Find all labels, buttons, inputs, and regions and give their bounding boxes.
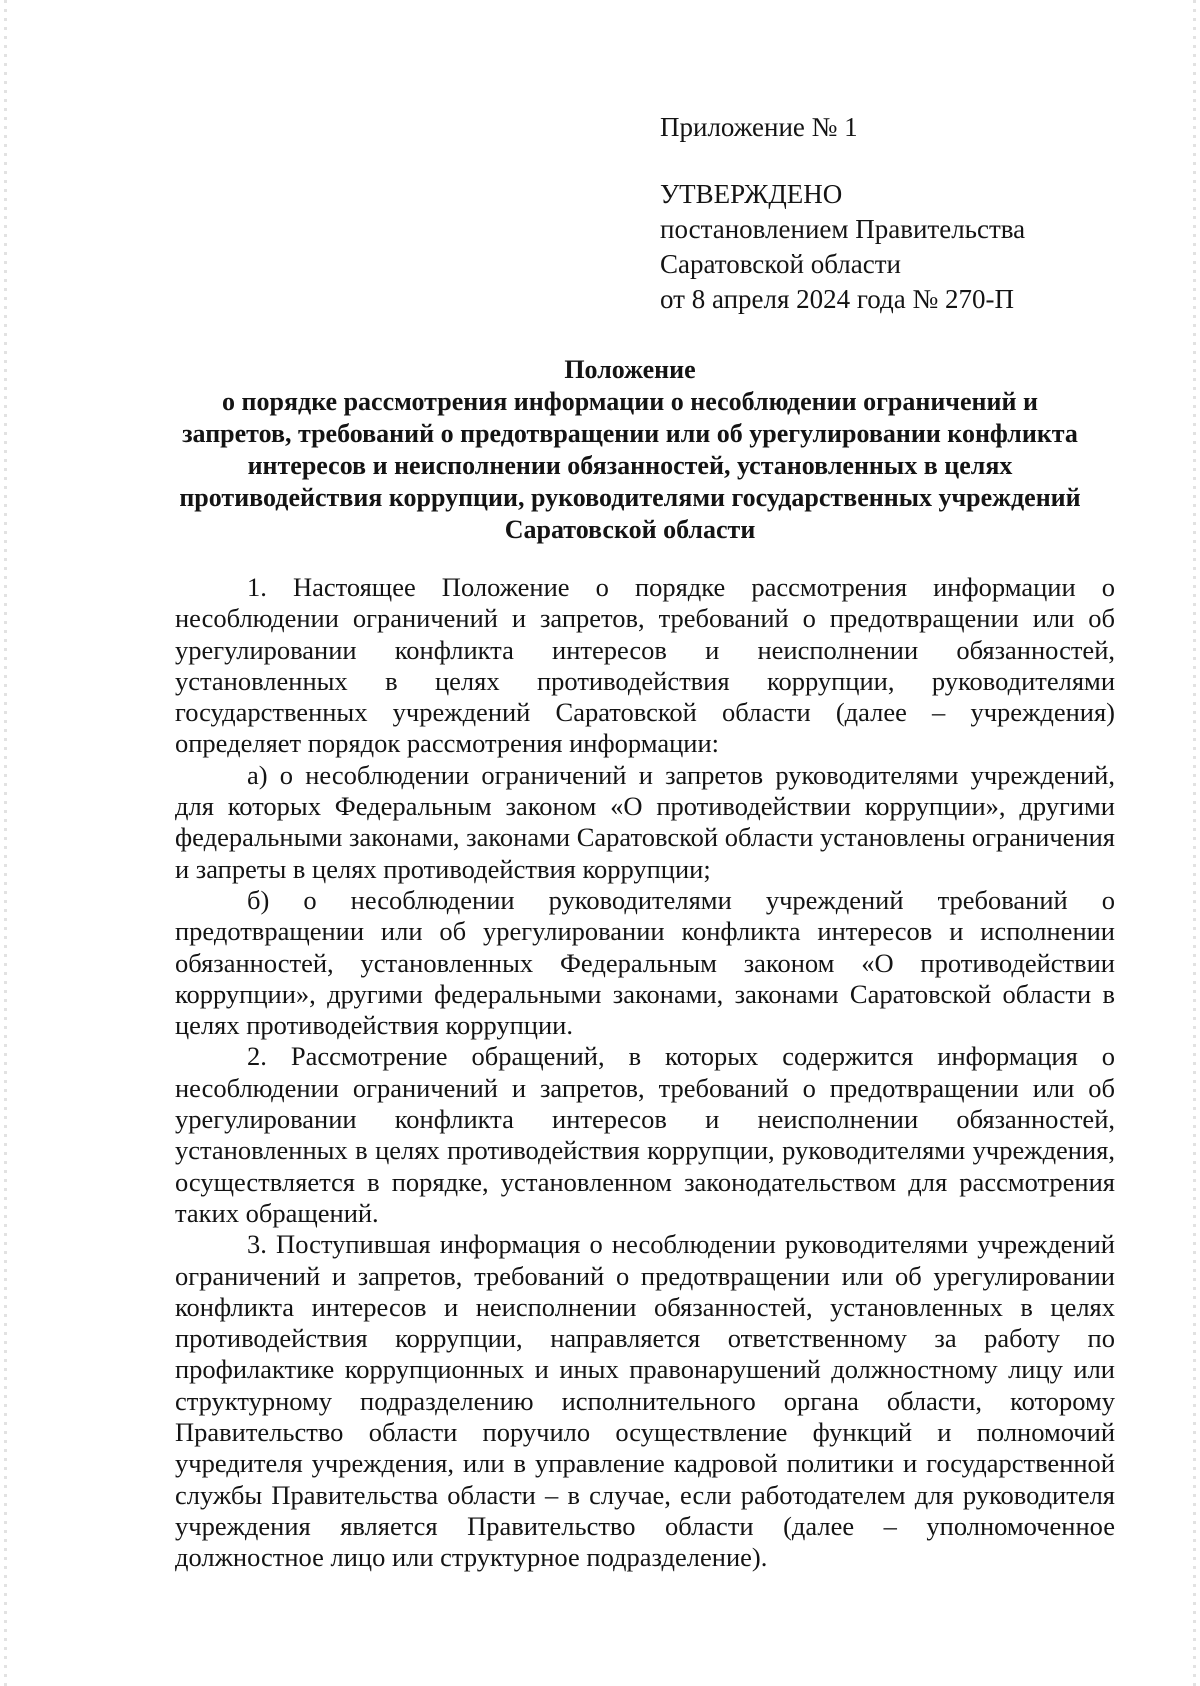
approval-stamp-block <box>660 110 1025 317</box>
paragraph-1: 1. Настоящее Положение о порядке рассмотрения информации о несоблюдении ограничений и запретов, требований о предотвращении или об урегулировании конфликта интересов и неисполнении обязанностей, установленных в целях противодействия коррупции, руководителями государственных учреждений Саратовской области (далее – учреждения) определяет порядок рассмотрения информации: <box>175 572 1115 759</box>
scan-edge-left <box>4 0 7 1686</box>
approval-line-2: Саратовской области <box>660 249 901 279</box>
document-title <box>170 354 1090 546</box>
annex-number: Приложение № 1 <box>660 112 858 142</box>
paragraph-1a: а) о несоблюдении ограничений и запретов руководителями учреждений, для которых Федеральным законом «О противодействии коррупции», другими федеральными законами, законами Саратовской области установлены ограничения и запреты в целях противодействия коррупции; <box>175 759 1115 884</box>
title-heading: Положение <box>564 355 696 384</box>
paragraph-2: 2. Рассмотрение обращений, в которых содержится информация о несоблюдении ограничений и запретов, требований о предотвращении или об урегулировании конфликта интересов и неисполнении обязанностей, установленных в целях противодействия коррупции, руководителями учреждения, осуществляется в порядке, установленном законодательством для рассмотрения таких обращений. <box>175 1041 1115 1228</box>
approved-label: УТВЕРЖДЕНО <box>660 179 843 209</box>
paragraph-3: 3. Поступившая информация о несоблюдении руководителями учреждений ограничений и запретов, требований о предотвращении или об урегулировании конфликта интересов и неисполнении обязанностей, установленных в целях противодействия коррупции, направляется ответственному за работу по профилактике коррупционных и иных правонарушений должностному лицу или структурному подразделению исполнительного органа области, которому Правительство области поручило осуществление функций и полномочий учредителя учреждения, или в управление кадровой политики и государственной службы Правительства области – в случае, если работодателем для руководителя учреждения является Правительство области (далее – уполномоченное должностное лицо или структурное подразделение). <box>175 1229 1115 1573</box>
approval-line-1: постановлением Правительства <box>660 214 1026 244</box>
scan-edge-right <box>1193 0 1196 1686</box>
approval-line-3: от 8 апреля 2024 года № 270-П <box>660 284 1014 314</box>
document-body <box>175 572 1115 1574</box>
paragraph-1b: б) о несоблюдении руководителями учреждений требований о предотвращении или об урегулировании конфликта интересов и исполнении обязанностей, установленных Федеральным законом «О противодействии коррупции», другими федеральными законами, законами Саратовской области в целях противодействия коррупции. <box>175 884 1115 1041</box>
title-subtitle: о порядке рассмотрения информации о несоблюдении ограничений и запретов, требований о предотвращении или об урегулировании конфликта интересов и неисполнении обязанностей, установленных в целях противодействия коррупции, руководителями государственных учреждений Саратовской области <box>179 387 1081 544</box>
